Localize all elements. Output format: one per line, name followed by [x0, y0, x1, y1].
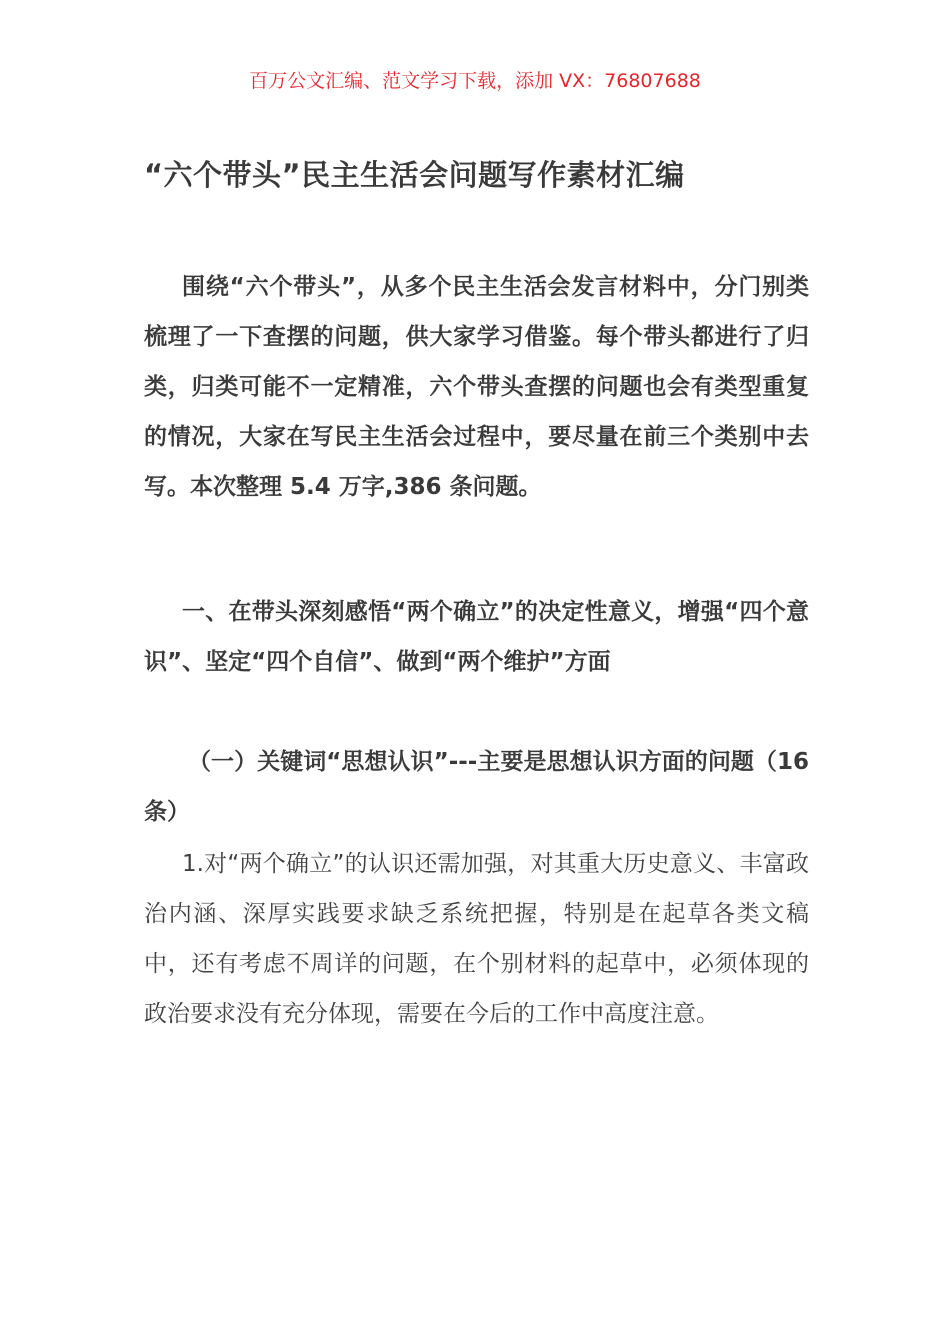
- document-title: “六个带头”民主生活会问题写作素材汇编: [144, 158, 685, 192]
- intro-paragraph: 围绕“六个带头”，从多个民主生活会发言材料中，分门别类梳理了一下查摆的问题，供大家学习借鉴。每个带头都进行了归类，归类可能不一定精准，六个带头查摆的问题也会有类型重复的情况，大家在写民主生活会过程中，要尽量在前三个类别中去写。本次整理 5.4 万字,386 条问题。: [144, 274, 809, 500]
- subsection-heading: （一）关键词“思想认识”---主要是思想认识方面的问题（16 条）: [144, 749, 809, 825]
- watermark-header: 百万公文汇编、范文学习下载，添加 VX：76807688: [249, 70, 701, 92]
- list-item: 1.对“两个确立”的认识还需加强，对其重大历史意义、丰富政治内涵、深厚实践要求缺乏系统把握，特别是在起草各类文稿中，还有考虑不周详的问题，在个别材料的起草中，必须体现的政治要求没有充分体现，需要在今后的工作中高度注意。: [144, 851, 809, 1027]
- section-heading: 一、在带头深刻感悟“两个确立”的决定性意义，增强“四个意识”、坚定“四个自信”、做到“两个维护”方面: [144, 599, 809, 675]
